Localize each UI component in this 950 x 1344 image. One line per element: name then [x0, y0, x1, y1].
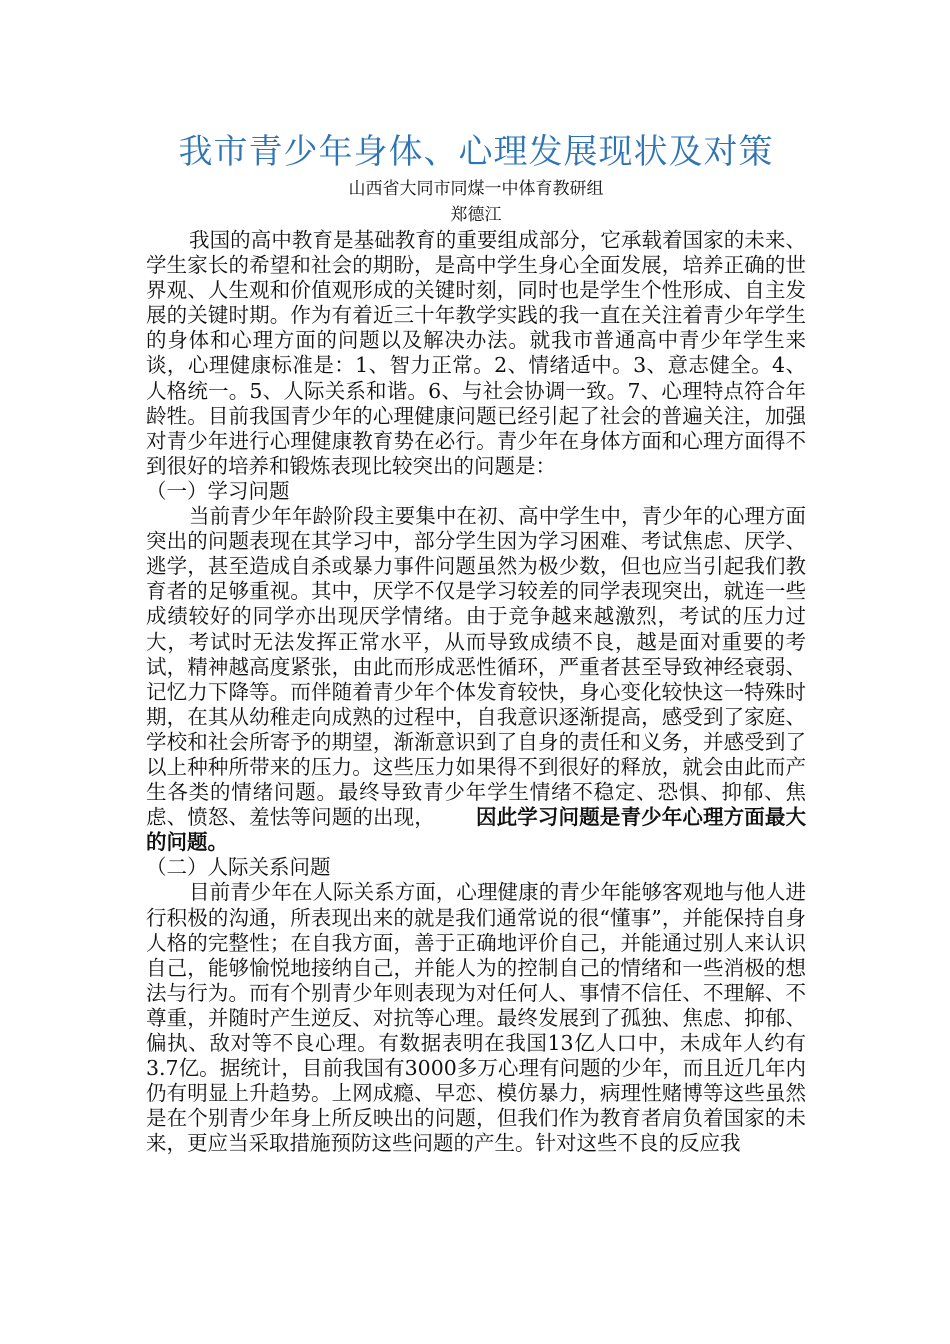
document-title: 我市青少年身体、心理发展现状及对策 — [178, 132, 774, 172]
section-body-study: 当前青少年年龄阶段主要集中在初、高中学生中，青少年的心理方面突出的问题表现在其学习中，部分学生因为学习困难、考试焦虑、厌学、逃学，甚至造成自杀或暴力事件问题虽然为极少数，但也应当引起我们教育者的足够重视。其中，厌学不仅是学习较差的同学表现突出，就连一些成绩较好的同学亦出现厌学情绪。由于竞争越来越激烈，考试的压力过大，考试时无法发挥正常水平，从而导致成绩不良，越是面对重要的考试，精神越高度紧张，由此而形成恶性循环，严重者甚至导致神经衰弱、记忆力下降等。而伴随着青少年个体发育较快，身心变化较快这一特殊时期，在其从幼稚走向成熟的过程中，自我意识逐渐提高，感受到了家庭、学校和社会所寄予的期望，渐渐意识到了自身的责任和义务，并感受到了以上种种所带来的压力。这些压力如果得不到很好的释放，就会由此而产生各类的情绪问题。最终导致青少年学生情绪不稳定、恐惧、抑郁、焦虑、愤怒、羞怯等问题的出现， — [146, 504, 806, 830]
intro-paragraph: 我国的高中教育是基础教育的重要组成部分，它承载着国家的未来、学生家长的希望和社会的期盼，是高中学生身心全面发展，培养正确的世界观、人生观和价值观形成的关键时刻，同时也是学生个性形成、自主发展的关键时期。作为有着近三十年教学实践的我一直在关注着青少年学生的身体和心理方面的问题以及解决办法。就我市普通高中青少年学生来谈，心理健康标准是：1、智力正常。2、情绪适中。3、意志健全。4、人格统一。5、人际关系和谐。6、与社会协调一致。7、心理特点符合年龄牲。目前我国青少年的心理健康问题已经引起了社会的普遍关注，加强对青少年进行心理健康教育势在必行。青少年在身体方面和心理方面得不到很好的培养和锻炼表现比较突出的问题是： — [146, 228, 806, 478]
author-affiliation: 山西省大同市同煤一中体育教研组 — [348, 179, 604, 199]
section-paragraph-study — [146, 504, 806, 855]
section-paragraph-relations: 目前青少年在人际关系方面，心理健康的青少年能够客观地与他人进行积极的沟通，所表现出来的就是我们通常说的很“懂事”，并能保持自身人格的完整性；在自我方面，善于正确地评价自己，并能通过别人来认识自己，能够愉悦地接纳自己，并能人为的控制自己的情绪和一些消极的想法与行为。而有个别青少年则表现为对任何人、事情不信任、不理解、不尊重，并随时产生逆反、对抗等心理。最终发展到了孤独、焦虑、抑郁、偏执、敌对等不良心理。有数据表明在我国13亿人口中，未成年人约有3.7亿。据统计，目前我国有3000多万心理有问题的少年，而且近几年内仍有明显上升趋势。上网成瘾、早恋、模仿暴力，病理性赌博等这些虽然是在个别青少年身上所反映出的问题，但我们作为教育者肩负着国家的未来，更应当采取措施预防这些问题的产生。针对这些不良的反应我 — [146, 880, 806, 1156]
author-name: 郑德江 — [450, 205, 502, 225]
section-conclusion-study: 因此学习问题是青少年心理方面最大的问题。 — [146, 805, 807, 855]
section-gap — [435, 805, 476, 829]
document-page — [146, 128, 806, 1156]
section-heading-study: （一）学习问题 — [146, 478, 290, 503]
section-heading-relations: （二）人际关系问题 — [146, 855, 331, 880]
